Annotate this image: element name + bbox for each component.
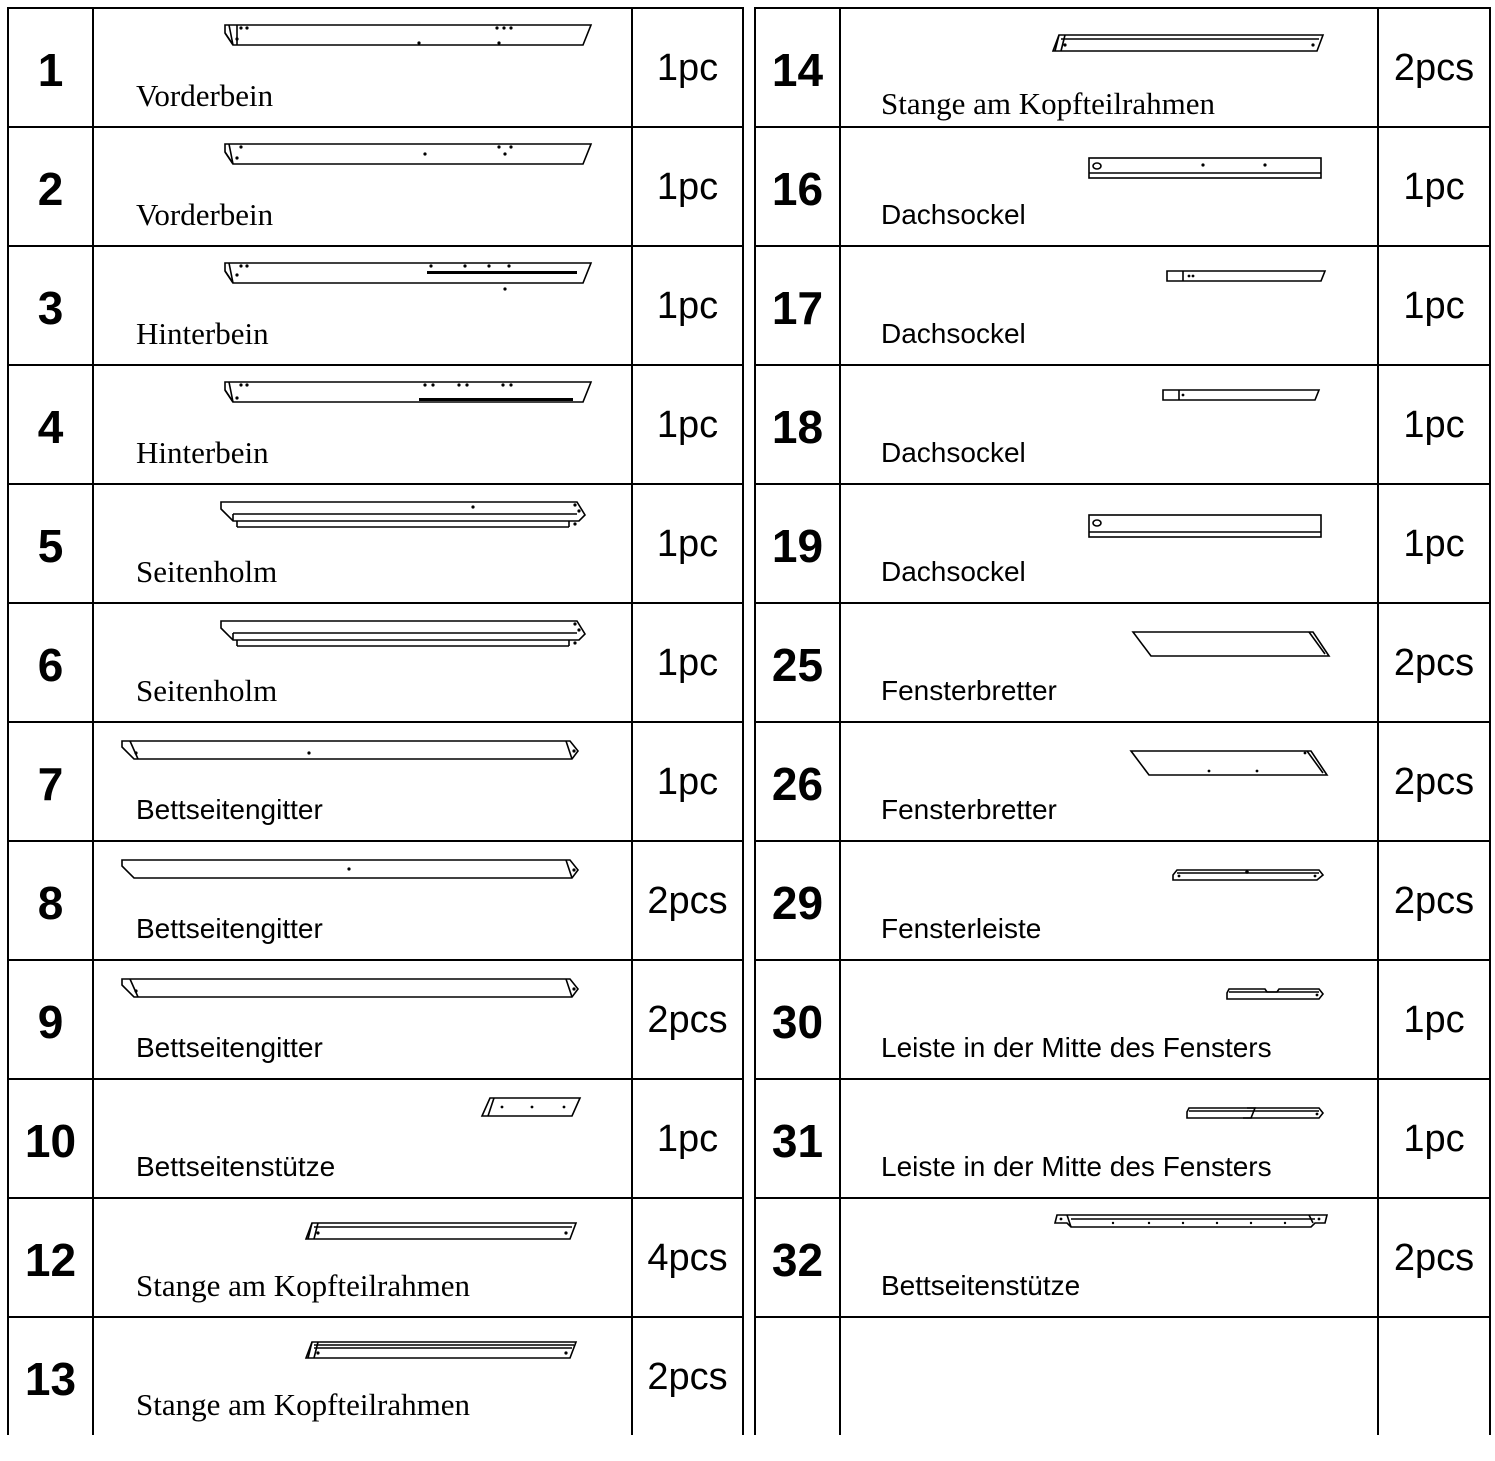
part-description-cell [93,365,632,484]
part-number-cell [755,365,840,484]
part-quantity: 2pcs [1393,880,1475,922]
part-row [755,8,1490,127]
part-name: Seitenholm [136,554,278,589]
part-name: Vorderbein [136,197,274,232]
roof-base-drawing [1087,156,1325,182]
part-quantity-cell [632,246,743,365]
part-number: 14 [771,44,824,96]
part-row [755,127,1490,246]
part-name: Fensterbretter [881,794,1057,825]
support-drawing [480,1096,584,1120]
headboard-bar-drawing [304,1221,580,1243]
part-number-cell [8,484,93,603]
part-quantity-cell [1378,960,1490,1079]
part-number-cell [755,127,840,246]
part-number: 30 [771,996,824,1048]
part-number: 7 [37,758,64,810]
part-description-cell [840,1317,1378,1435]
part-quantity-cell [1378,1317,1490,1435]
part-description-cell [840,127,1378,246]
part-number: 32 [771,1234,824,1286]
guard-rail-drawing [120,739,582,763]
part-name: Dachsockel [881,437,1026,468]
part-quantity-cell [632,722,743,841]
window-board-drawing [1131,630,1331,660]
part-quantity-cell [1378,484,1490,603]
part-quantity-cell [1378,1079,1490,1198]
part-name: Bettseitengitter [136,1032,323,1063]
part-row [8,1079,743,1198]
part-quantity-cell [1378,365,1490,484]
part-number-cell [755,841,840,960]
part-name: Dachsockel [881,556,1026,587]
part-description-cell [840,484,1378,603]
parts-table-right [754,7,1491,1435]
part-name: Dachsockel [881,318,1026,349]
rail-drawing [219,618,589,646]
part-quantity: 1pc [1403,166,1465,208]
part-name: Bettseitengitter [136,913,323,944]
part-number: 31 [771,1115,824,1167]
part-number-cell [755,1079,840,1198]
leg-drawing [219,380,594,406]
part-row [755,960,1490,1079]
part-row [755,1317,1490,1435]
part-quantity: 2pcs [1393,761,1475,803]
part-quantity: 1pc [1403,523,1465,565]
part-quantity-cell [632,603,743,722]
part-number: 13 [24,1353,77,1405]
part-quantity: 2pcs [1393,642,1475,684]
part-description-cell [93,841,632,960]
part-number-cell [8,1317,93,1435]
part-row [755,246,1490,365]
part-quantity-cell [1378,1198,1490,1317]
guard-rail-drawing [120,977,582,1001]
part-quantity-cell [632,1079,743,1198]
part-quantity: 2pcs [647,880,728,922]
part-number-cell [8,603,93,722]
side-support-drawing [1053,1213,1331,1233]
part-number: 16 [771,163,824,215]
part-description-cell [840,246,1378,365]
part-row [8,960,743,1079]
part-name: Dachsockel [881,199,1026,230]
part-quantity: 1pc [656,404,719,446]
part-quantity: 1pc [656,642,719,684]
part-number: 8 [37,877,64,929]
part-quantity: 4pcs [647,1237,728,1279]
roof-base-drawing [1161,388,1323,404]
part-name: Hinterbein [136,435,269,470]
part-number-cell [8,722,93,841]
rail-drawing [219,499,589,527]
part-row [8,246,743,365]
part-quantity: 1pc [1403,1118,1465,1160]
headboard-bar-drawing [304,1340,580,1362]
guard-rail-drawing [120,858,582,882]
part-number-cell [755,722,840,841]
part-description-cell [840,960,1378,1079]
part-quantity-cell [632,8,743,127]
part-row [8,8,743,127]
part-quantity: 1pc [656,166,719,208]
window-strip-drawing [1171,868,1325,884]
part-number-cell [8,960,93,1079]
part-description-cell [93,8,632,127]
part-description-cell [93,1317,632,1435]
part-number-cell [8,8,93,127]
part-number-cell [8,127,93,246]
part-quantity-cell [1378,841,1490,960]
part-quantity: 1pc [1403,999,1465,1041]
part-number: 3 [37,282,64,334]
part-quantity: 2pcs [1393,47,1475,89]
middle-strip-drawing [1185,1106,1325,1122]
part-name: Hinterbein [136,316,269,351]
part-description-cell [840,722,1378,841]
part-quantity-cell [632,1317,743,1435]
part-quantity: 1pc [656,523,719,565]
part-number: 6 [37,639,64,691]
part-row [8,127,743,246]
part-description-cell [93,246,632,365]
part-number-cell [755,8,840,127]
part-quantity: 1pc [656,47,719,89]
part-row [755,722,1490,841]
part-quantity-cell [1378,603,1490,722]
part-quantity: 2pcs [1393,1237,1475,1279]
part-row [8,365,743,484]
part-description-cell [840,603,1378,722]
part-row [755,1198,1490,1317]
part-number: 25 [771,639,824,691]
part-description-cell [840,365,1378,484]
part-number: 19 [771,520,824,572]
part-row [755,1079,1490,1198]
part-name: Leiste in der Mitte des Fensters [881,1032,1272,1063]
part-number: 29 [771,877,824,929]
roof-base-drawing [1087,513,1325,541]
part-description-cell [840,8,1378,127]
part-number-cell [755,603,840,722]
part-number-cell [8,841,93,960]
middle-strip-drawing [1225,987,1325,1003]
leg-drawing [219,261,594,291]
part-name: Leiste in der Mitte des Fensters [881,1151,1272,1182]
part-name: Stange am Kopfteilrahmen [881,86,1216,121]
part-quantity-cell [632,127,743,246]
part-number: 18 [771,401,824,453]
part-row [8,1317,743,1435]
part-quantity-cell [632,841,743,960]
part-row [755,484,1490,603]
part-description-cell [93,722,632,841]
window-board-drawing [1129,749,1329,779]
part-name: Seitenholm [136,673,278,708]
parts-table-left [7,7,744,1435]
part-number-cell [755,1317,840,1435]
part-number-cell [755,246,840,365]
part-quantity-cell [1378,722,1490,841]
part-quantity-cell [1378,127,1490,246]
part-quantity-cell [632,484,743,603]
part-description-cell [93,603,632,722]
part-number: 5 [37,520,64,572]
part-quantity-cell [1378,246,1490,365]
part-number: 4 [37,401,64,453]
part-row [8,722,743,841]
part-description-cell [840,1079,1378,1198]
part-name: Stange am Kopfteilrahmen [136,1387,471,1422]
part-quantity-cell [632,1198,743,1317]
part-number: 26 [771,758,824,810]
part-description-cell [93,960,632,1079]
part-quantity: 1pc [1403,285,1465,327]
part-row [8,603,743,722]
part-description-cell [93,484,632,603]
part-description-cell [840,1198,1378,1317]
part-quantity: 1pc [656,1118,719,1160]
part-number-cell [8,1079,93,1198]
part-number: 17 [771,282,824,334]
part-number: 12 [24,1234,77,1286]
part-number: 2 [37,163,64,215]
roof-base-drawing [1165,269,1329,285]
part-name: Bettseitenstütze [881,1270,1081,1301]
part-number-cell [8,246,93,365]
part-number: 10 [24,1115,77,1167]
part-number: 1 [37,44,64,96]
part-quantity: 2pcs [647,999,728,1041]
part-name: Fensterbretter [881,675,1057,706]
part-quantity-cell [632,960,743,1079]
part-description-cell [93,127,632,246]
part-row [8,484,743,603]
part-number-cell [755,960,840,1079]
part-quantity-cell [632,365,743,484]
part-row [755,603,1490,722]
part-name: Bettseitenstütze [136,1151,336,1182]
part-name: Vorderbein [136,78,274,113]
part-name: Bettseitengitter [136,794,323,825]
part-quantity: 2pcs [647,1356,728,1398]
part-quantity: 1pc [1403,404,1465,446]
part-number-cell [8,1198,93,1317]
part-quantity: 1pc [656,285,719,327]
part-description-cell [840,841,1378,960]
part-number: 9 [37,996,64,1048]
part-description-cell [93,1198,632,1317]
part-number-cell [755,484,840,603]
leg-drawing [219,142,594,168]
leg-drawing [219,23,594,49]
part-quantity-cell [1378,8,1490,127]
part-number-cell [755,1198,840,1317]
part-row [8,1198,743,1317]
part-name: Stange am Kopfteilrahmen [136,1268,471,1303]
part-quantity: 1pc [656,761,719,803]
part-row [755,841,1490,960]
part-row [755,365,1490,484]
part-description-cell [93,1079,632,1198]
part-row [8,841,743,960]
headboard-bar-drawing [1051,33,1327,55]
part-name: Fensterleiste [881,913,1042,944]
part-number-cell [8,365,93,484]
